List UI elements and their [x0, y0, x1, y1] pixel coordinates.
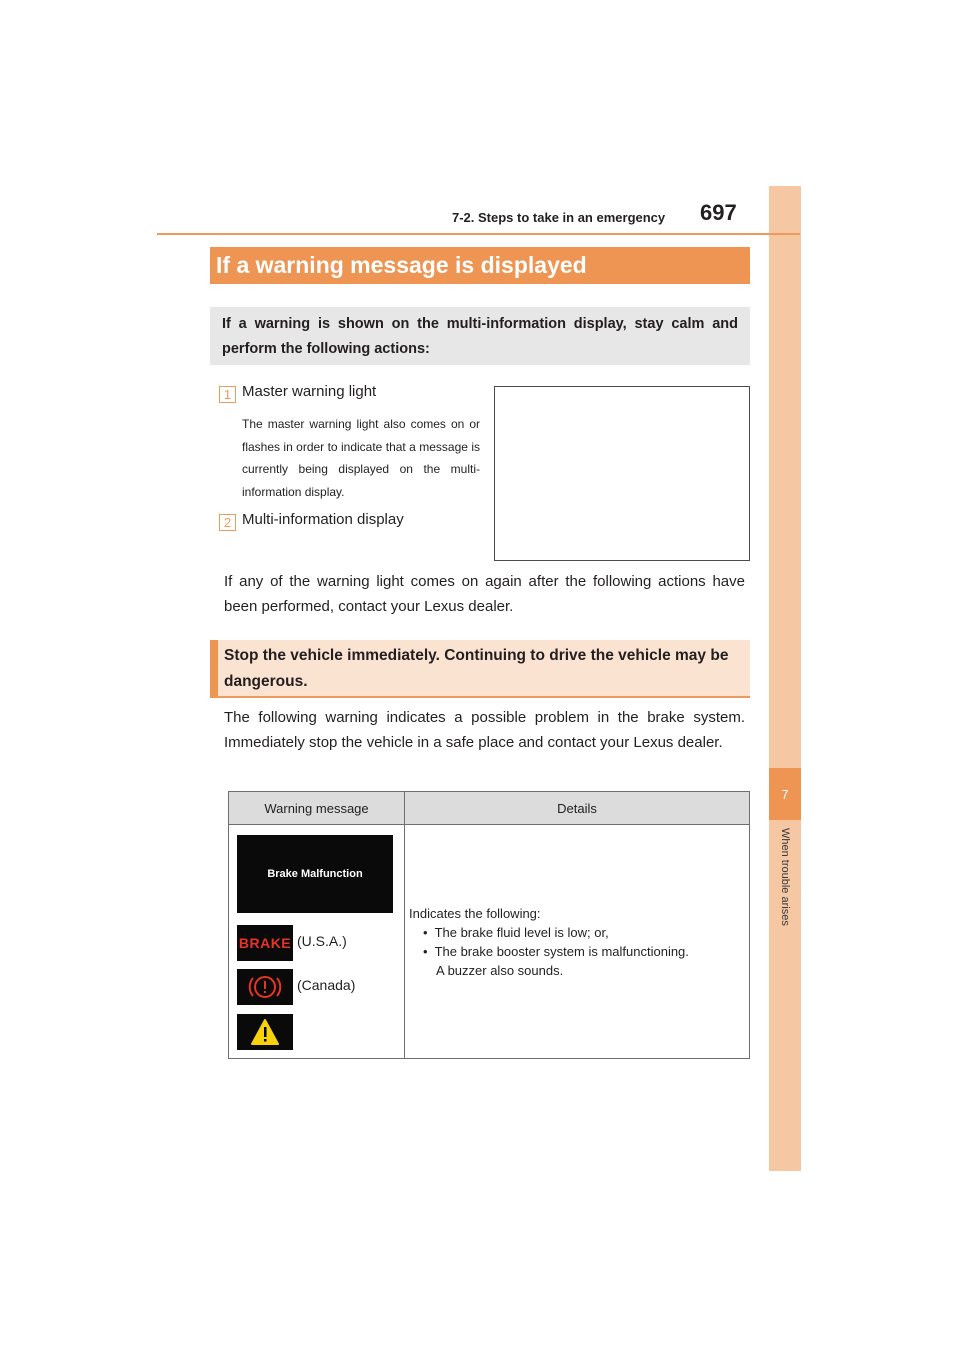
subsection-body: The following warning indicates a possible problem in the brake system. Immediately stop the vehicle in a safe place and contact your Lexus dealer.	[224, 709, 745, 751]
figure-placeholder	[494, 386, 750, 561]
chapter-number: 7	[769, 768, 801, 820]
subsection-title: Stop the vehicle immediately. Continuing to drive the vehicle may be dangerous.	[210, 640, 750, 698]
item-number-2: 2	[219, 514, 236, 531]
item-label-multi-info-display: Multi-information display	[242, 511, 404, 528]
warning-table	[228, 791, 750, 1059]
brake-indicator-text: BRAKE	[238, 935, 292, 951]
circle-exclamation-icon	[245, 972, 285, 1002]
details-list	[409, 923, 748, 961]
page-number: 697	[700, 200, 737, 225]
running-head: 7-2. Steps to take in an emergency	[452, 210, 666, 225]
details-cell	[405, 825, 750, 1059]
warning-message-cell	[229, 825, 405, 1059]
list-item: • The brake booster system is malfunctioning.	[423, 942, 748, 961]
details-intro: Indicates the following:	[409, 905, 541, 921]
list-item: • The brake fluid level is low; or,	[423, 923, 748, 942]
brake-circle-indicator	[237, 969, 293, 1005]
region-usa-label: (U.S.A.)	[297, 933, 347, 949]
details-note: A buzzer also sounds.	[436, 962, 564, 978]
table-header-row	[229, 792, 750, 825]
master-warning-indicator	[237, 1014, 293, 1050]
chapter-side-tab	[769, 186, 801, 1171]
paragraph-contact-dealer: If any of the warning light comes on again after the following actions have been performed, contact your Lexus dealer.	[224, 573, 745, 615]
region-canada-label: (Canada)	[297, 977, 356, 993]
header-warning-message: Warning message	[229, 792, 405, 825]
item-label-master-warning: Master warning light	[242, 383, 377, 400]
warning-triangle-icon	[250, 1018, 280, 1046]
brake-indicator	[237, 925, 293, 961]
item-number-1: 1	[219, 386, 236, 403]
item-description-master-warning: The master warning light also comes on or flashes in order to indicate that a message is currently being displayed on the multi-information display.	[242, 417, 480, 499]
display-message-screen: Brake Malfunction	[237, 835, 393, 913]
section-intro: If a warning is shown on the multi-information display, stay calm and perform the following actions:	[210, 307, 750, 365]
header-details: Details	[405, 792, 750, 825]
chapter-title: When trouble arises	[779, 828, 791, 926]
header-rule	[157, 233, 800, 235]
section-title: If a warning message is displayed	[210, 247, 750, 284]
table-row	[229, 825, 750, 1059]
